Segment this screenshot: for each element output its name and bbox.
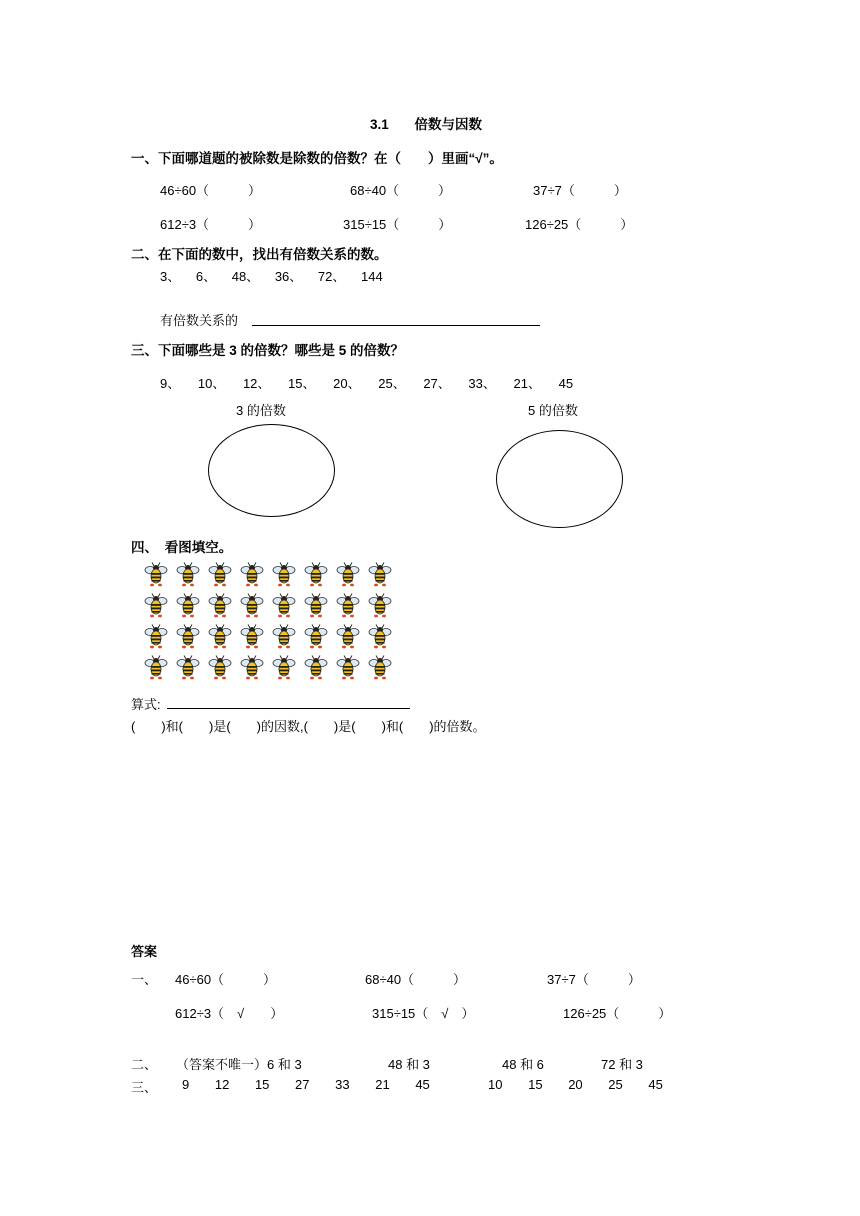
- a3-number: 9: [182, 1077, 190, 1092]
- q3-numbers: [160, 373, 573, 392]
- title-text: 倍数与因数: [414, 117, 483, 132]
- a3-number: 12: [214, 1077, 230, 1092]
- bee-icon: [239, 562, 265, 588]
- bee-icon: [367, 624, 393, 650]
- q3-number: 27、: [423, 376, 451, 391]
- q3-number: 20、: [333, 376, 361, 391]
- answers-heading: 答案: [131, 944, 158, 959]
- q1-item: 612÷3（ ）: [160, 217, 262, 232]
- q2-answer-line[interactable]: [252, 325, 540, 326]
- a3-number: 20: [568, 1077, 583, 1092]
- a3-number: 15: [528, 1077, 543, 1092]
- a1-item: 68÷40（ ）: [365, 972, 467, 987]
- bee-icon: [207, 624, 233, 650]
- bee-icon: [271, 562, 297, 588]
- q1-item: 46÷60（ ）: [160, 183, 262, 198]
- bee-icon: [175, 562, 201, 588]
- a2-item: 48 和 6: [502, 1057, 544, 1072]
- bee-icon: [143, 624, 169, 650]
- bee-icon: [143, 593, 169, 619]
- formula-label: 算式:: [131, 697, 161, 712]
- bee-icon: [367, 655, 393, 681]
- a3-number: 25: [608, 1077, 623, 1092]
- q2-number: 144: [361, 269, 383, 284]
- q3-number: 21、: [513, 376, 541, 391]
- a2-item: （答案不唯一）6 和 3: [176, 1057, 302, 1072]
- page-title: [370, 113, 482, 133]
- oval-multiples-of-3[interactable]: [208, 424, 335, 517]
- a3-number: 45: [415, 1077, 430, 1092]
- q3-number: 33、: [468, 376, 496, 391]
- a1-item: 612÷3（ √ ）: [175, 1006, 284, 1021]
- bee-icon: [207, 593, 233, 619]
- a1-item: 37÷7（ ）: [547, 972, 641, 987]
- q1-item: 37÷7（ ）: [533, 183, 627, 198]
- a3-number: 27: [295, 1077, 310, 1092]
- q3-number: 9、: [160, 376, 181, 391]
- bee-icon: [143, 562, 169, 588]
- bee-icon: [239, 593, 265, 619]
- q1-heading: 一、下面哪道题的被除数是除数的倍数？在（ ）里画“√”。: [131, 151, 503, 166]
- a3-number: 15: [254, 1077, 270, 1092]
- a3-label: 三、: [131, 1080, 158, 1095]
- q3-number: 12、: [242, 376, 271, 391]
- q2-numbers: [160, 266, 383, 285]
- a2-item: 72 和 3: [601, 1057, 643, 1072]
- oval-multiples-of-5[interactable]: [496, 430, 623, 528]
- a3-number: 33: [335, 1077, 350, 1092]
- q1-item: 126÷25（ ）: [525, 217, 634, 232]
- bee-icon: [303, 655, 329, 681]
- bee-icon: [271, 624, 297, 650]
- a1-label: 一、: [131, 972, 158, 987]
- a1-item: 315÷15（ √ ）: [372, 1006, 475, 1021]
- fill-sentence: ( )和( )是( )的因数,( )是( )和( )的倍数。: [131, 719, 486, 734]
- q2-heading: 二、在下面的数中，找出有倍数关系的数。: [131, 247, 388, 262]
- bee-icon: [335, 562, 361, 588]
- label-multiples-of-3: 3 的倍数: [236, 403, 286, 418]
- a3-number: 21: [375, 1077, 390, 1092]
- q1-item: 315÷15（ ）: [343, 217, 452, 232]
- bee-icon: [271, 655, 297, 681]
- q2-number: 6、: [195, 269, 217, 284]
- bee-icon: [367, 593, 393, 619]
- title-number: 3.1: [370, 117, 389, 132]
- bee-icon: [239, 624, 265, 650]
- bee-icon: [335, 624, 361, 650]
- bee-icon: [303, 593, 329, 619]
- a2-item: 48 和 3: [388, 1057, 430, 1072]
- q3-number: 45: [558, 376, 574, 391]
- bee-icon: [367, 562, 393, 588]
- q2-number: 36、: [274, 269, 303, 284]
- bee-icon: [271, 593, 297, 619]
- q2-number: 3、: [160, 269, 181, 284]
- q2-answer-label: 有倍数关系的: [160, 313, 239, 328]
- q1-item: 68÷40（ ）: [350, 183, 452, 198]
- bee-icon: [175, 655, 201, 681]
- q3-heading: 三、下面哪些是 3 的倍数？哪些是 5 的倍数？: [131, 343, 405, 358]
- a3-multiples-of-5: [488, 1077, 663, 1092]
- a3-number: 10: [488, 1077, 503, 1092]
- a1-item: 46÷60（ ）: [175, 972, 277, 987]
- a2-label: 二、: [131, 1057, 158, 1072]
- bee-icon: [303, 562, 329, 588]
- bee-icon: [143, 655, 169, 681]
- q3-number: 15、: [288, 376, 316, 391]
- bee-icon: [207, 655, 233, 681]
- q3-number: 10、: [197, 376, 226, 391]
- bee-icon: [335, 593, 361, 619]
- a3-number: 45: [648, 1077, 663, 1092]
- q3-number: 25、: [378, 376, 406, 391]
- a3-multiples-of-3: [182, 1077, 430, 1092]
- q2-number: 72、: [317, 269, 346, 284]
- bee-icon: [175, 593, 201, 619]
- q4-heading: 四、 看图填空。: [131, 540, 233, 555]
- formula-line[interactable]: [167, 708, 410, 709]
- bee-icon: [303, 624, 329, 650]
- bee-icon: [207, 562, 233, 588]
- bee-icon: [239, 655, 265, 681]
- label-multiples-of-5: 5 的倍数: [528, 403, 578, 418]
- q2-number: 48、: [231, 269, 260, 284]
- a1-item: 126÷25（ ）: [563, 1006, 672, 1021]
- bee-icon: [175, 624, 201, 650]
- bee-icon: [335, 655, 361, 681]
